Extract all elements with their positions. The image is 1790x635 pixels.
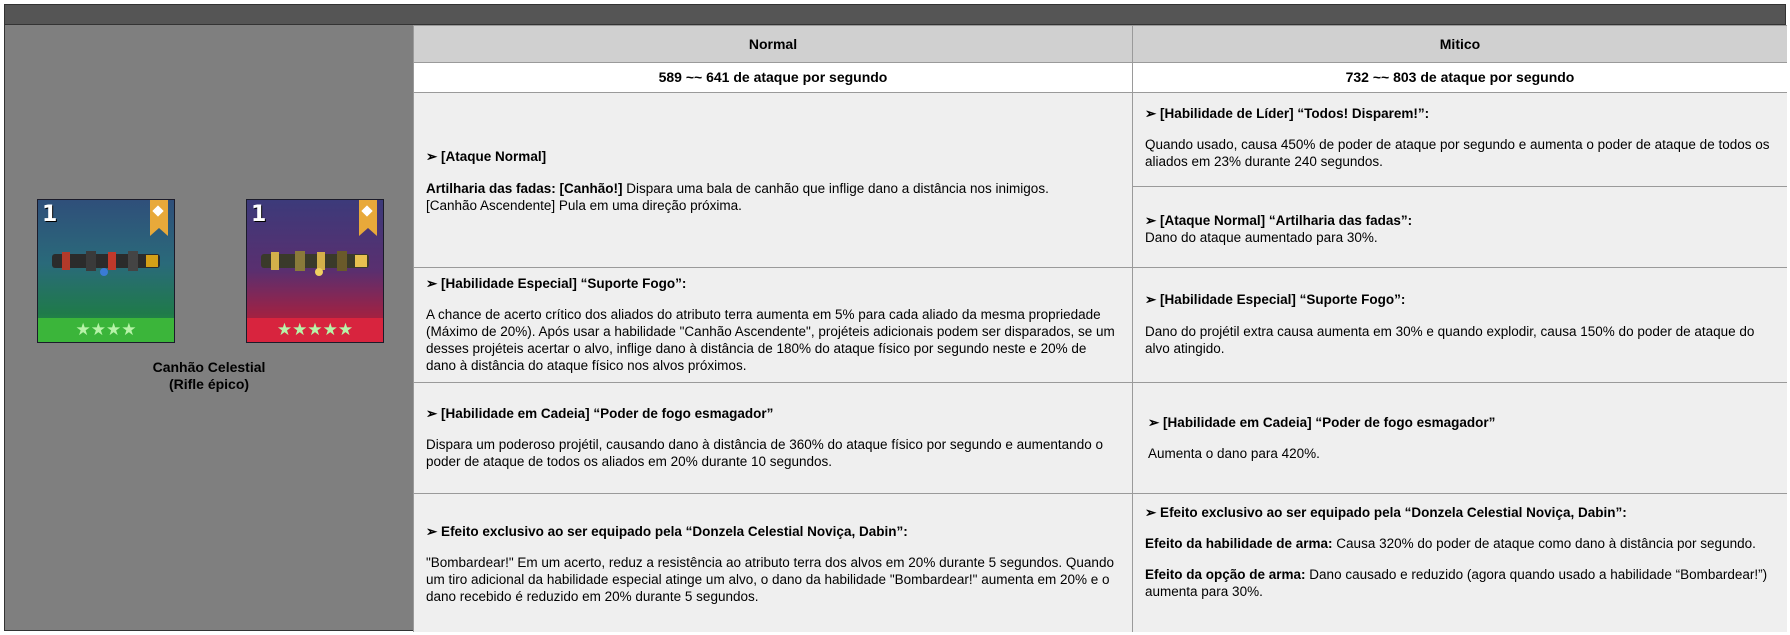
bookmark-icon (150, 200, 168, 228)
row-text: A chance de acerto crítico dos aliados do atributo terra aumenta em 5% para cada aliado da mesma propriedade (Máximo de 20%). Após usar a habilidade "Canhão Ascendente", projéteis adicionais podem ser disparados, se um desses projéteis acertar o alvo, inflige dano à distância de 180% do ataque físico por segundo neste e 20% de dano à distância do ataque físico nos alvos próximos. (426, 307, 1115, 373)
row-title: ➢ [Habilidade em Cadeia] “Poder de fogo esmagador” (1148, 415, 1496, 430)
mythic-exclusive-effect-row (1132, 493, 1787, 632)
row-text (426, 180, 1120, 197)
cannon-icon (257, 246, 375, 276)
row-text: "Bombardear!" Em um acerto, reduz a resistência ao atributo terra dos alvos em 20% durante 5 segundos. Quando um tiro adicional da habilidade especial atinge um alvo, o dano da habilidade "Bombardear!" aumenta em 20% e o dano recebido é reduzido em 20% durante 5 segundos. (426, 555, 1114, 604)
attack-normal: 589 ~~ 641 de ataque por segundo (413, 62, 1132, 92)
row-title: ➢ Efeito exclusivo ao ser equipado pela “Donzela Celestial Noviça, Dabin”: (1145, 505, 1627, 520)
row-text-rest: Causa 320% do poder de ataque como dano à distância por segundo. (1332, 536, 1756, 551)
exclusive-effect-row (413, 493, 1132, 632)
weapon-type: (Rifle épico) (168, 376, 250, 392)
weapon-icon-mythic (246, 199, 384, 343)
rarity-stars: ★★★★★ (247, 318, 383, 342)
chain-skill-row (413, 382, 1132, 493)
special-skill-row (413, 267, 1132, 382)
row-text-2 (1145, 566, 1775, 600)
weapon-name: Canhão Celestial (152, 359, 266, 375)
mythic-chain-skill-row (1132, 382, 1787, 493)
rarity-stars: ★★★★ (38, 318, 174, 342)
row-text: Dispara um poderoso projétil, causando dano à distância de 360% do ataque físico por segundo e aumentando o poder de ataque de todos os aliados em 20% durante 10 segundos. (426, 437, 1103, 469)
row-bold: Efeito da habilidade de arma: (1145, 536, 1333, 551)
row-text-2: [Canhão Ascendente] Pula em uma direção próxima. (426, 198, 742, 213)
row-text-1 (1145, 535, 1775, 552)
normal-attack-row (413, 92, 1132, 267)
row-text-rest: Dano causado e reduzido (agora quando usado a habilidade “Bombardear!”) aumenta para 30%. (1145, 567, 1768, 599)
cannon-icon (48, 246, 166, 276)
weapon-panel (5, 25, 413, 630)
bookmark-icon (359, 200, 377, 228)
row-title: ➢ [Habilidade de Líder] “Todos! Disparem!”: (1145, 106, 1430, 121)
attack-mythic: 732 ~~ 803 de ataque por segundo (1132, 62, 1787, 92)
row-bold: Efeito da opção de arma: (1145, 567, 1306, 582)
row-text: Quando usado, causa 450% de poder de ataque por segundo e aumenta o poder de ataque de todos os aliados em 23% durante 240 segundos. (1145, 137, 1770, 169)
header-mythic: Mitico (1132, 25, 1787, 62)
leader-skill-row (1132, 92, 1787, 186)
row-title: ➢ [Habilidade Especial] “Suporte Fogo”: (1145, 292, 1406, 307)
row-text: Dano do projétil extra causa aumenta em 30% e quando explodir, causa 150% do poder de ataque do alvo atingido. (1145, 324, 1755, 356)
mythic-normal-attack-row (1132, 186, 1787, 267)
mythic-special-skill-row (1132, 267, 1787, 382)
level-badge: 1 (42, 202, 58, 227)
row-title: ➢ [Habilidade Especial] “Suporte Fogo”: (426, 276, 687, 291)
row-text-rest: Dispara uma bala de canhão que inflige dano a distância nos inimigos. (622, 181, 1049, 196)
row-text: Dano do ataque aumentado para 30%. (1145, 230, 1378, 245)
weapon-icon-normal (37, 199, 175, 343)
row-title: ➢ Efeito exclusivo ao ser equipado pela “Donzela Celestial Noviça, Dabin”: (426, 524, 908, 539)
row-title: ➢ [Habilidade em Cadeia] “Poder de fogo esmagador” (426, 406, 774, 421)
row-title: ➢ [Ataque Normal] (426, 149, 547, 164)
row-text: Aumenta o dano para 420%. (1148, 446, 1320, 461)
row-title: ➢ [Ataque Normal] “Artilharia das fadas”: (1145, 213, 1413, 228)
level-badge: 1 (251, 202, 267, 227)
table-top-bar (5, 5, 1785, 25)
row-bold: Artilharia das fadas: [Canhão!] (426, 181, 623, 196)
wiki-table (4, 4, 1786, 631)
header-normal: Normal (413, 25, 1132, 62)
